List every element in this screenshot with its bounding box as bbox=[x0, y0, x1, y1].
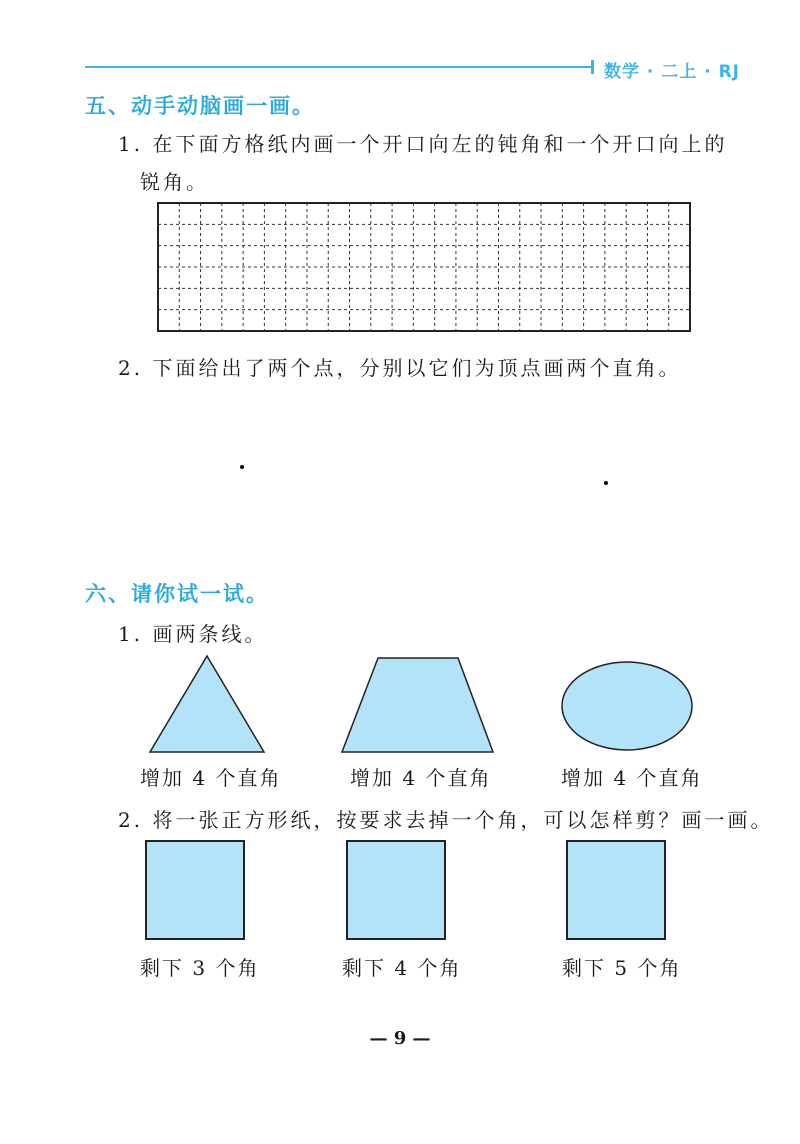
triangle-caption: 增加 4 个直角 bbox=[140, 766, 282, 790]
square-caption-1: 剩下 3 个角 bbox=[140, 956, 260, 980]
vertex-point-right[interactable] bbox=[604, 481, 608, 485]
square-caption-2: 剩下 4 个角 bbox=[342, 956, 462, 980]
vertex-point-left[interactable] bbox=[240, 465, 244, 469]
page-number: — 9 — bbox=[369, 1028, 431, 1049]
ellipse-caption: 增加 4 个直角 bbox=[561, 766, 703, 790]
triangle-shape[interactable] bbox=[148, 654, 266, 754]
square-grid-paper[interactable] bbox=[157, 202, 691, 336]
section-six-title: 六、请你试一试。 bbox=[85, 582, 269, 606]
ellipse-shape[interactable] bbox=[560, 660, 694, 752]
question-6-1: 1. 画两条线。 bbox=[118, 622, 268, 646]
square-paper-2[interactable] bbox=[346, 840, 446, 940]
square-paper-3[interactable] bbox=[566, 840, 666, 940]
question-5-1-line1: 1. 在下面方格纸内画一个开口向左的钝角和一个开口向上的 bbox=[118, 132, 728, 156]
question-5-2: 2. 下面给出了两个点，分别以它们为顶点画两个直角。 bbox=[118, 356, 682, 380]
square-paper-1[interactable] bbox=[145, 840, 245, 940]
trapezoid-shape[interactable] bbox=[340, 656, 495, 754]
question-5-1-line2: 锐角。 bbox=[140, 170, 209, 194]
square-caption-3: 剩下 5 个角 bbox=[562, 956, 682, 980]
trapezoid-caption: 增加 4 个直角 bbox=[350, 766, 492, 790]
header-rule bbox=[85, 66, 593, 68]
header-rule-cap bbox=[591, 60, 594, 74]
header-title: 数学 · 二上 · RJ bbox=[604, 62, 741, 82]
section-five-title: 五、动手动脑画一画。 bbox=[85, 94, 315, 118]
question-6-2: 2. 将一张正方形纸，按要求去掉一个角，可以怎样剪？画一画。 bbox=[118, 808, 774, 832]
